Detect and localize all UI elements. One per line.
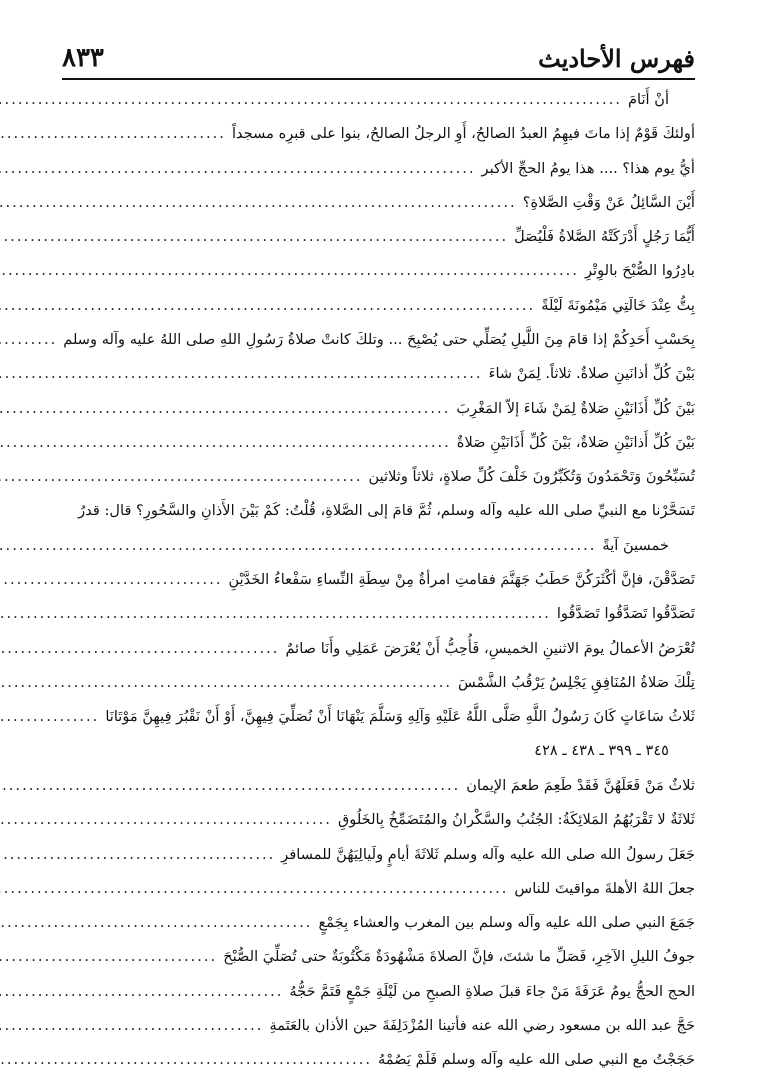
dot-leader <box>0 365 483 382</box>
index-entry <box>62 742 695 776</box>
entry-text: أيُّ يوم هذا؟ .... هذا يومُ الحجِّ الأكبر <box>481 159 695 177</box>
dot-leader <box>0 880 508 897</box>
dot-leader <box>0 605 551 622</box>
entry-text: أَيُّمَا رَجُلٍ أَدْرَكَتْهُ الصَّلاةُ فَلْيُصَلِّ <box>514 228 695 246</box>
index-entry <box>62 399 695 433</box>
dot-leader <box>0 468 363 485</box>
index-entry <box>62 639 695 673</box>
index-entry <box>62 502 695 536</box>
entry-text: الحج الحجُّ يومُ عَرَفَةَ مَنْ جاءَ قبلَ صلاةِ الصبحِ من لَيْلَةِ جَمْعٍ فَتَمَّ حَجُّهُ <box>289 982 695 1000</box>
index-entry <box>62 124 695 158</box>
entry-text: ثَلاثُ سَاعَاتٍ كَانَ رَسُولُ اللَّهِ صَلَّى اللَّهُ عَلَيْهِ وَآلِهِ وَسَلَّمَ يَنْهَانَا أَنْ نُصَلِّيَ فِيهِنَّ، أَوْ أَنْ نَقْبُرَ فِيهِنَّ مَوْتَانَا <box>105 708 695 726</box>
entry-text: بَيْنَ كُلِّ أَذَانَيْنِ صَلاةٌ لِمَنْ شَاءَ إلاّ المَغْرِبَ <box>456 399 695 417</box>
entry-text: بِتُّ عِنْدَ خَالَتِي مَيْمُونَةَ لَيْلَةً <box>541 296 695 314</box>
entry-text: ثلاثٌ مَنْ فَعَلَهُنَّ فَقَدْ طَعِمَ طعمَ الإيمان <box>466 776 695 794</box>
entry-text: تَصَدَّقْنَ، فإنَّ أكْثَرَكُنَّ حَطَبُ جَهَنَّمَ فقامتِ امرأةٌ مِنْ سِطَةِ النِّساءِ سَفْعاءُ الخَدَّيْنِ <box>228 571 695 589</box>
index-entry <box>62 604 695 638</box>
entry-text: أنْ أَنَامَ <box>627 91 669 108</box>
dot-leader <box>0 91 622 108</box>
dot-leader <box>0 1051 372 1068</box>
index-entry <box>62 364 695 398</box>
dot-leader <box>0 708 99 725</box>
index-entry <box>62 810 695 844</box>
index-entry <box>62 947 695 981</box>
hadith-index-list <box>62 90 695 1085</box>
index-entry <box>62 90 695 124</box>
dot-leader <box>0 331 57 348</box>
dot-leader <box>0 948 217 965</box>
entry-text: أولئكَ قَوْمٌ إذا ماتَ فيهِمُ العبدُ الصالحُ، أَوِ الرجلُ الصالحُ، بنوا على قبرِه مسجداً <box>231 125 695 143</box>
index-entry <box>62 433 695 467</box>
entry-text: بِحَسْبِ أَحَدِكُمْ إذا قامَ مِنَ اللَّيلِ يُصَلِّي حتى يُصْبِحَ ... وتلكَ كانتْ صلاةُ رَسُولِ اللهِ صلى اللهُ عليه وآله وسلم <box>63 331 695 349</box>
entry-text: أَيْنَ السَّائِلُ عَنْ وَقْتِ الصَّلاةِ؟ <box>522 193 695 211</box>
index-entry <box>62 261 695 295</box>
dot-leader <box>0 537 596 554</box>
index-entry <box>62 879 695 913</box>
index-entry <box>62 330 695 364</box>
dot-leader <box>0 571 222 588</box>
dot-leader <box>0 1017 263 1034</box>
dot-leader <box>0 674 452 691</box>
dot-leader <box>0 846 275 863</box>
dot-leader <box>0 194 517 211</box>
dot-leader <box>0 160 476 177</box>
entry-text: تَصَدَّقُوا تَصَدَّقُوا تَصَدَّقُوا <box>556 605 695 623</box>
page-title: فهرس الأحاديث <box>538 43 695 73</box>
dot-leader <box>0 640 279 657</box>
entry-text: ٣٤٥ ـ ٣٩٩ ـ ٤٣٨ ـ ٤٢٨ <box>534 741 669 759</box>
index-entry <box>62 673 695 707</box>
index-entry <box>62 982 695 1016</box>
dot-leader <box>0 228 508 245</box>
entry-text: جوفُ الليلِ الآخِرِ، فَصَلِّ ما شئتَ، فإنَّ الصلاةَ مَشْهُودَةٌ مَكْتُوبَةٌ حتى تُصَلِّيَ الصُّبْحَ <box>223 948 695 966</box>
page-header <box>62 38 695 80</box>
dot-leader <box>0 125 226 142</box>
index-entry <box>62 913 695 947</box>
entry-text: تُسَبِّحُونَ وَتَحْمَدُونَ وَتُكَبِّرُونَ خَلْفَ كُلِّ صلاةٍ، ثلاثاً وثلاثين <box>368 468 695 486</box>
dot-leader <box>0 777 460 794</box>
dot-leader <box>0 262 579 279</box>
index-entry <box>62 1050 695 1084</box>
index-entry <box>62 536 695 570</box>
entry-text: تِلْكَ صَلاةُ المُنَافِقِ يَجْلِسُ يَرْقُبُ الشَّمْسَ <box>458 674 695 692</box>
entry-text: خمسينَ آيةً <box>602 536 669 554</box>
entry-text: جَمَعَ النبي صلى الله عليه وآله وسلم بين المغرب والعشاء بِجَمْعٍ <box>318 914 695 932</box>
entry-text: تَسَحَّرْنا مع النبيِّ صلى الله عليه وآله وسلم، ثُمَّ قامَ إلى الصَّلاةِ، قُلْتُ: كَمْ بَيْنَ الأَذانِ والسَّحُورِ؟ قال: قدرُ <box>78 501 695 519</box>
dot-leader <box>0 914 312 931</box>
page-number: ٨٣٣ <box>62 43 104 73</box>
dot-leader <box>0 983 283 1000</box>
index-entry <box>62 707 695 741</box>
entry-text: بَيْنَ كُلِّ أذانَينِ صلاةٌ. ثلاثاً. لِمَنْ شاءَ <box>488 365 695 383</box>
entry-text: حَجَجْتُ مع النبي صلى الله عليه وآله وسلم فَلَمْ يَصُمْهُ <box>377 1051 695 1069</box>
index-entry <box>62 776 695 810</box>
index-entry <box>62 1016 695 1050</box>
dot-leader <box>0 297 535 314</box>
index-entry <box>62 845 695 879</box>
entry-text: جعلَ اللهُ الأهلةَ مواقيتَ للناس <box>514 879 695 897</box>
index-entry <box>62 570 695 604</box>
index-entry <box>62 193 695 227</box>
index-entry <box>62 227 695 261</box>
dot-leader <box>0 434 451 451</box>
dot-leader <box>0 400 450 417</box>
index-entry <box>62 467 695 501</box>
entry-text: بادِرُوا الصُّبْحَ بالوِتْرِ <box>584 262 695 280</box>
entry-text: بَيْنَ كُلِّ أَذانَيْنِ صَلاةٌ، بَيْنَ كُلِّ أَذَانَيْنِ صَلاةٌ <box>456 433 695 451</box>
index-entry <box>62 159 695 193</box>
entry-text: حَجَّ عبد الله بن مسعود رضي الله عنه فأتينا المُزْدَلِفَةَ حين الأذان بالعَتَمةِ <box>269 1017 695 1035</box>
dot-leader <box>0 811 332 828</box>
entry-text: ثَلاثَةٌ لا تَقْرَبُهُمُ المَلائِكَةُ: الجُنُبُ والسَّكْرانُ والمُتَضَمِّخُ بِالخَلُوقِ <box>337 811 695 829</box>
entry-text: تُعْرَضُ الأعمالُ يومَ الاثنينِ الخميسِ، فَأُحِبُّ أَنْ يُعْرَضَ عَمَلِي وأَنَا صائمٌ <box>285 639 695 657</box>
index-entry <box>62 296 695 330</box>
entry-text: جَعَلَ رسولُ الله صلى الله عليه وآله وسلم ثَلاثَةَ أيامٍ ولَيالِيَهُنَّ للمسافرِ <box>281 845 695 863</box>
